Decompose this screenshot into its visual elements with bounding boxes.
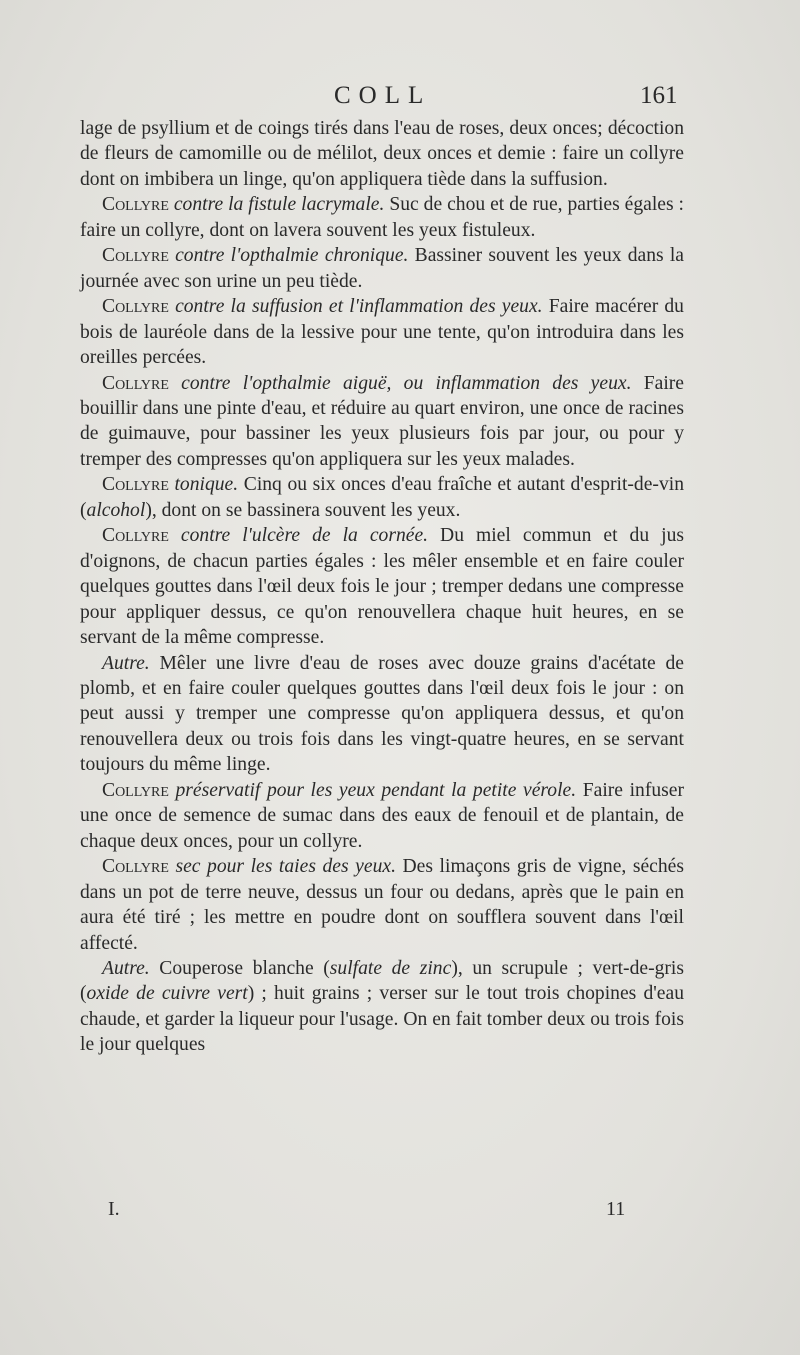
entry-opthalmie-aigue: Collyre contre l'opthalmie aiguë, ou inflammation des yeux. Faire bouillir dans une pinte d'eau, et réduire au quart environ, une once de racines de guimauve, pour bassiner les yeux plusieurs fois par jour, ou pour y tremper des compresses qu'on appliquera sur les yeux malades. [80,372,684,470]
signature-mark: I. [108,1198,120,1220]
entry-title: tonique. [174,474,239,496]
entry-title: Autre. [102,957,150,979]
entry-head: Collyre [102,474,169,496]
sheet-number: 11 [606,1198,626,1220]
entry-head: Collyre [102,525,169,547]
entry-head: Collyre [102,856,169,878]
entry-head: Collyre [102,779,169,801]
page-header [0,82,800,118]
entry-title: préservatif pour les yeux pendant la petite vérole. [175,779,577,801]
paragraph-continuation: lage de psyllium et de coings tirés dans l'eau de roses, deux onces; décoction de fleurs de camomille ou de mélilot, deux onces et demie : faire un collyre dont on imbibera un linge, qu'on appliquera tiède dans la suffusion. [80,118,684,190]
entry-title: contre la suffusion et l'inflammation des yeux. [175,296,543,318]
entry-head: Collyre [102,194,169,216]
entry-head: Collyre [102,245,169,267]
entry-suffusion: Collyre contre la suffusion et l'inflammation des yeux. Faire macérer du bois de lauréole dans de la lessive pour une tente, qu'on introduira dans les oreilles percées. [80,296,684,369]
entry-opthalmie-chronique: Collyre contre l'opthalmie chronique. Bassiner souvent les yeux dans la journée avec son urine un peu tiède. [80,245,684,292]
entry-title: contre l'opthalmie chronique. [175,245,409,267]
page-number: 161 [640,82,678,109]
entry-ulcere-cornee: Collyre contre l'ulcère de la cornée. Du miel commun et du jus d'oignons, de chacun parties égales : les mêler ensemble et en faire couler quelques gouttes dans l'œil deux fois le jour ; tremper dedans une compresse pour appliquer dessus, ce qu'on renouvellera chaque huit heures, en se servant de la même compresse. [80,525,684,649]
entry-head: Collyre [102,296,169,318]
running-head: COLL [334,82,432,109]
entry-autre-acetate: Autre. Mêler une livre d'eau de roses avec douze grains d'acétate de plomb, et en faire couler quelques gouttes dans l'œil deux fois le jour : on peut aussi y tremper une compresse qu'on appliquera dessus, et qu'on renouvellera deux ou trois fois dans les vingt-quatre heures, en se servant toujours du même linge. [80,652,684,776]
entry-title: contre l'ulcère de la cornée. [180,525,429,547]
entry-title: sec pour les taies des yeux. [175,856,396,878]
entry-preservatif: Collyre préservatif pour les yeux pendant la petite vérole. Faire infuser une once de semence de sumac dans des eaux de fenouil et de plantain, de chaque deux onces, pour un collyre. [80,779,684,852]
entry-title: contre l'opthalmie aiguë, ou inflammation des yeux. [181,372,632,394]
entry-title: contre la fistule lacrymale. [173,194,385,216]
entry-head: Collyre [102,372,169,394]
page-body [80,116,684,1058]
entry-sec-taies: Collyre sec pour les taies des yeux. Des limaçons gris de vigne, séchés dans un pot de terre neuve, dessus un four ou dedans, après que le pain en aura été tiré ; les mettre en poudre dont on soufflera souvent dans l'œil affecté. [80,856,684,954]
entry-tonique: Collyre tonique. Cinq ou six onces d'eau fraîche et autant d'esprit-de-vin (alcohol), dont on se bassinera souvent les yeux. [80,474,684,521]
page-footer [0,1198,800,1228]
entry-autre-couperose: Autre. Couperose blanche (sulfate de zinc), un scrupule ; vert-de-gris (oxide de cuivre vert) ; huit grains ; verser sur le tout trois chopines d'eau chaude, et garder la liqueur pour l'usage. On en fait tomber deux ou trois fois le jour quelques [80,957,684,1056]
entry-title: Autre. [102,652,150,674]
entry-fistule: Collyre contre la fistule lacrymale. Suc de chou et de rue, parties égales : faire un collyre, dont on lavera souvent les yeux fistuleux. [80,194,684,241]
